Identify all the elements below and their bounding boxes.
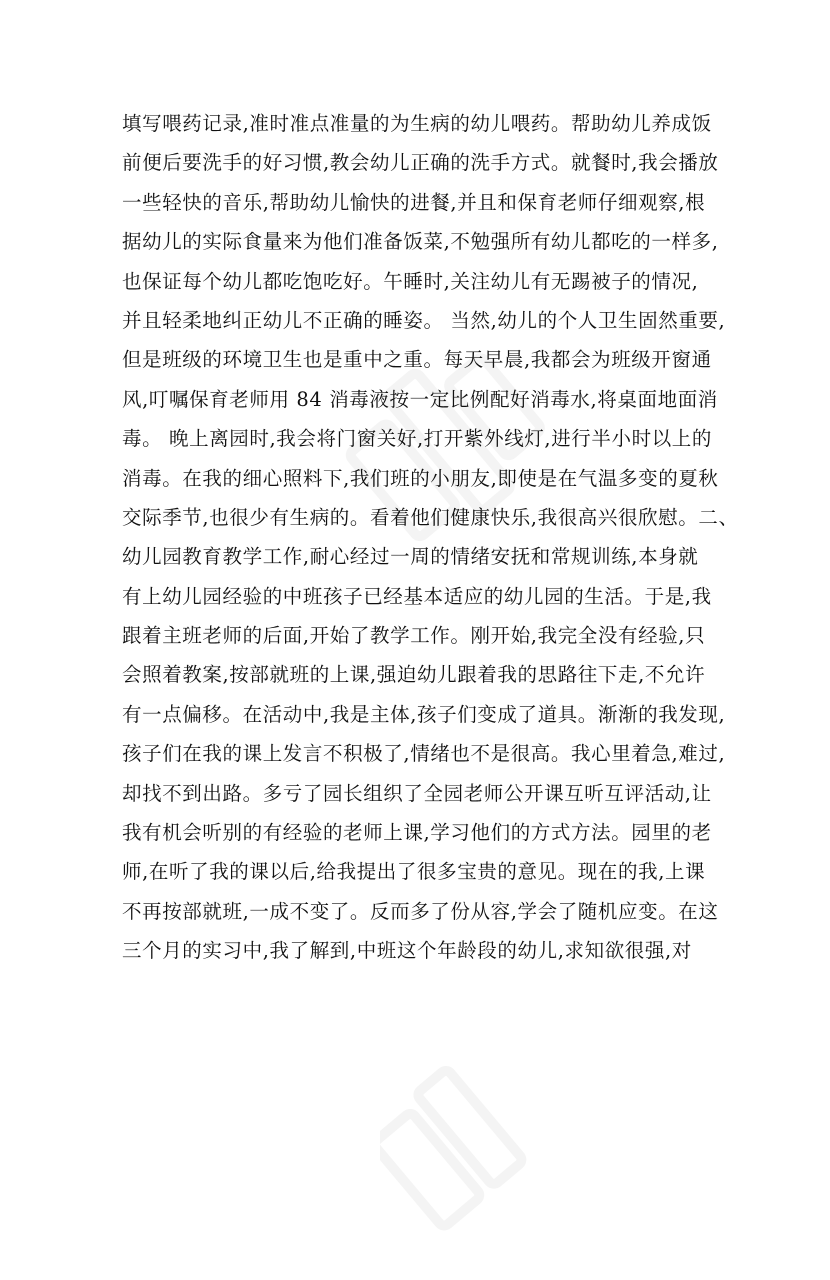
text-line: 但是班级的环境卫生也是重中之重。每天早晨,我都会为班级开窗通 xyxy=(122,348,712,372)
text-line: 跟着主班老师的后面,开始了教学工作。刚开始,我完全没有经验,只 xyxy=(122,624,706,648)
text-line: 毒。 晚上离园时,我会将门窗关好,打开紫外线灯,进行半小时以上的 xyxy=(122,427,712,451)
text-line: 师,在听了我的课以后,给我提出了很多宝贵的意见。现在的我,上课 xyxy=(122,860,706,884)
text-line: 一些轻快的音乐,帮助幼儿愉快的进餐,并且和保育老师仔细观察,根 xyxy=(122,190,706,214)
text-line: 却找不到出路。多亏了园长组织了全园老师公开课互听互评活动,让 xyxy=(122,781,712,805)
text-line: 三个月的实习中,我了解到,中班这个年龄段的幼儿,求知欲很强,对 xyxy=(122,939,692,963)
body-text xyxy=(122,104,739,971)
text-line: 幼儿园教育教学工作,耐心经过一周的情绪安抚和常规训练,本身就 xyxy=(122,545,699,569)
text-line: 也保证每个幼儿都吃饱吃好。午睡时,关注幼儿有无踢被子的情况, xyxy=(122,269,699,293)
text-line: 会照着教案,按部就班的上课,强迫幼儿跟着我的思路往下走,不允许 xyxy=(122,663,706,687)
text-line: 有一点偏移。在活动中,我是主体,孩子们变成了道具。渐渐的我发现, xyxy=(122,702,726,726)
text-line: 孩子们在我的课上发言不积极了,情绪也不是很高。我心里着急,难过, xyxy=(122,742,726,766)
text-line: 交际季节,也很少有生病的。看着他们健康快乐,我很高兴很欣慰。二、 xyxy=(122,505,739,529)
text-line: 我有机会听别的有经验的老师上课,学习他们的方式方法。园里的老 xyxy=(122,821,712,845)
text-line: 不再按部就班,一成不变了。反而多了份从容,学会了随机应变。在这 xyxy=(122,899,719,923)
text-line: 有上幼儿园经验的中班孩子已经基本适应的幼儿园的生活。于是,我 xyxy=(122,584,712,608)
watermark-logo-bottom xyxy=(380,1050,610,1280)
text-line: 消毒。在我的细心照料下,我们班的小朋友,即使是在气温多变的夏秋 xyxy=(122,466,719,490)
text-line: 据幼儿的实际食量来为他们准备饭菜,不勉强所有幼儿都吃的一样多, xyxy=(122,230,719,254)
text-line: 前便后要洗手的好习惯,教会幼儿正确的洗手方式。就餐时,我会播放 xyxy=(122,151,719,175)
text-line: 填写喂药记录,准时准点准量的为生病的幼儿喂药。帮助幼儿养成饭 xyxy=(122,112,712,135)
text-line: 风,叮嘱保育老师用 84 消毒液按一定比例配好消毒水,将桌面地面消 xyxy=(122,387,718,411)
text-line: 并且轻柔地纠正幼儿不正确的睡姿。 当然,幼儿的个人卫生固然重要, xyxy=(122,308,726,332)
